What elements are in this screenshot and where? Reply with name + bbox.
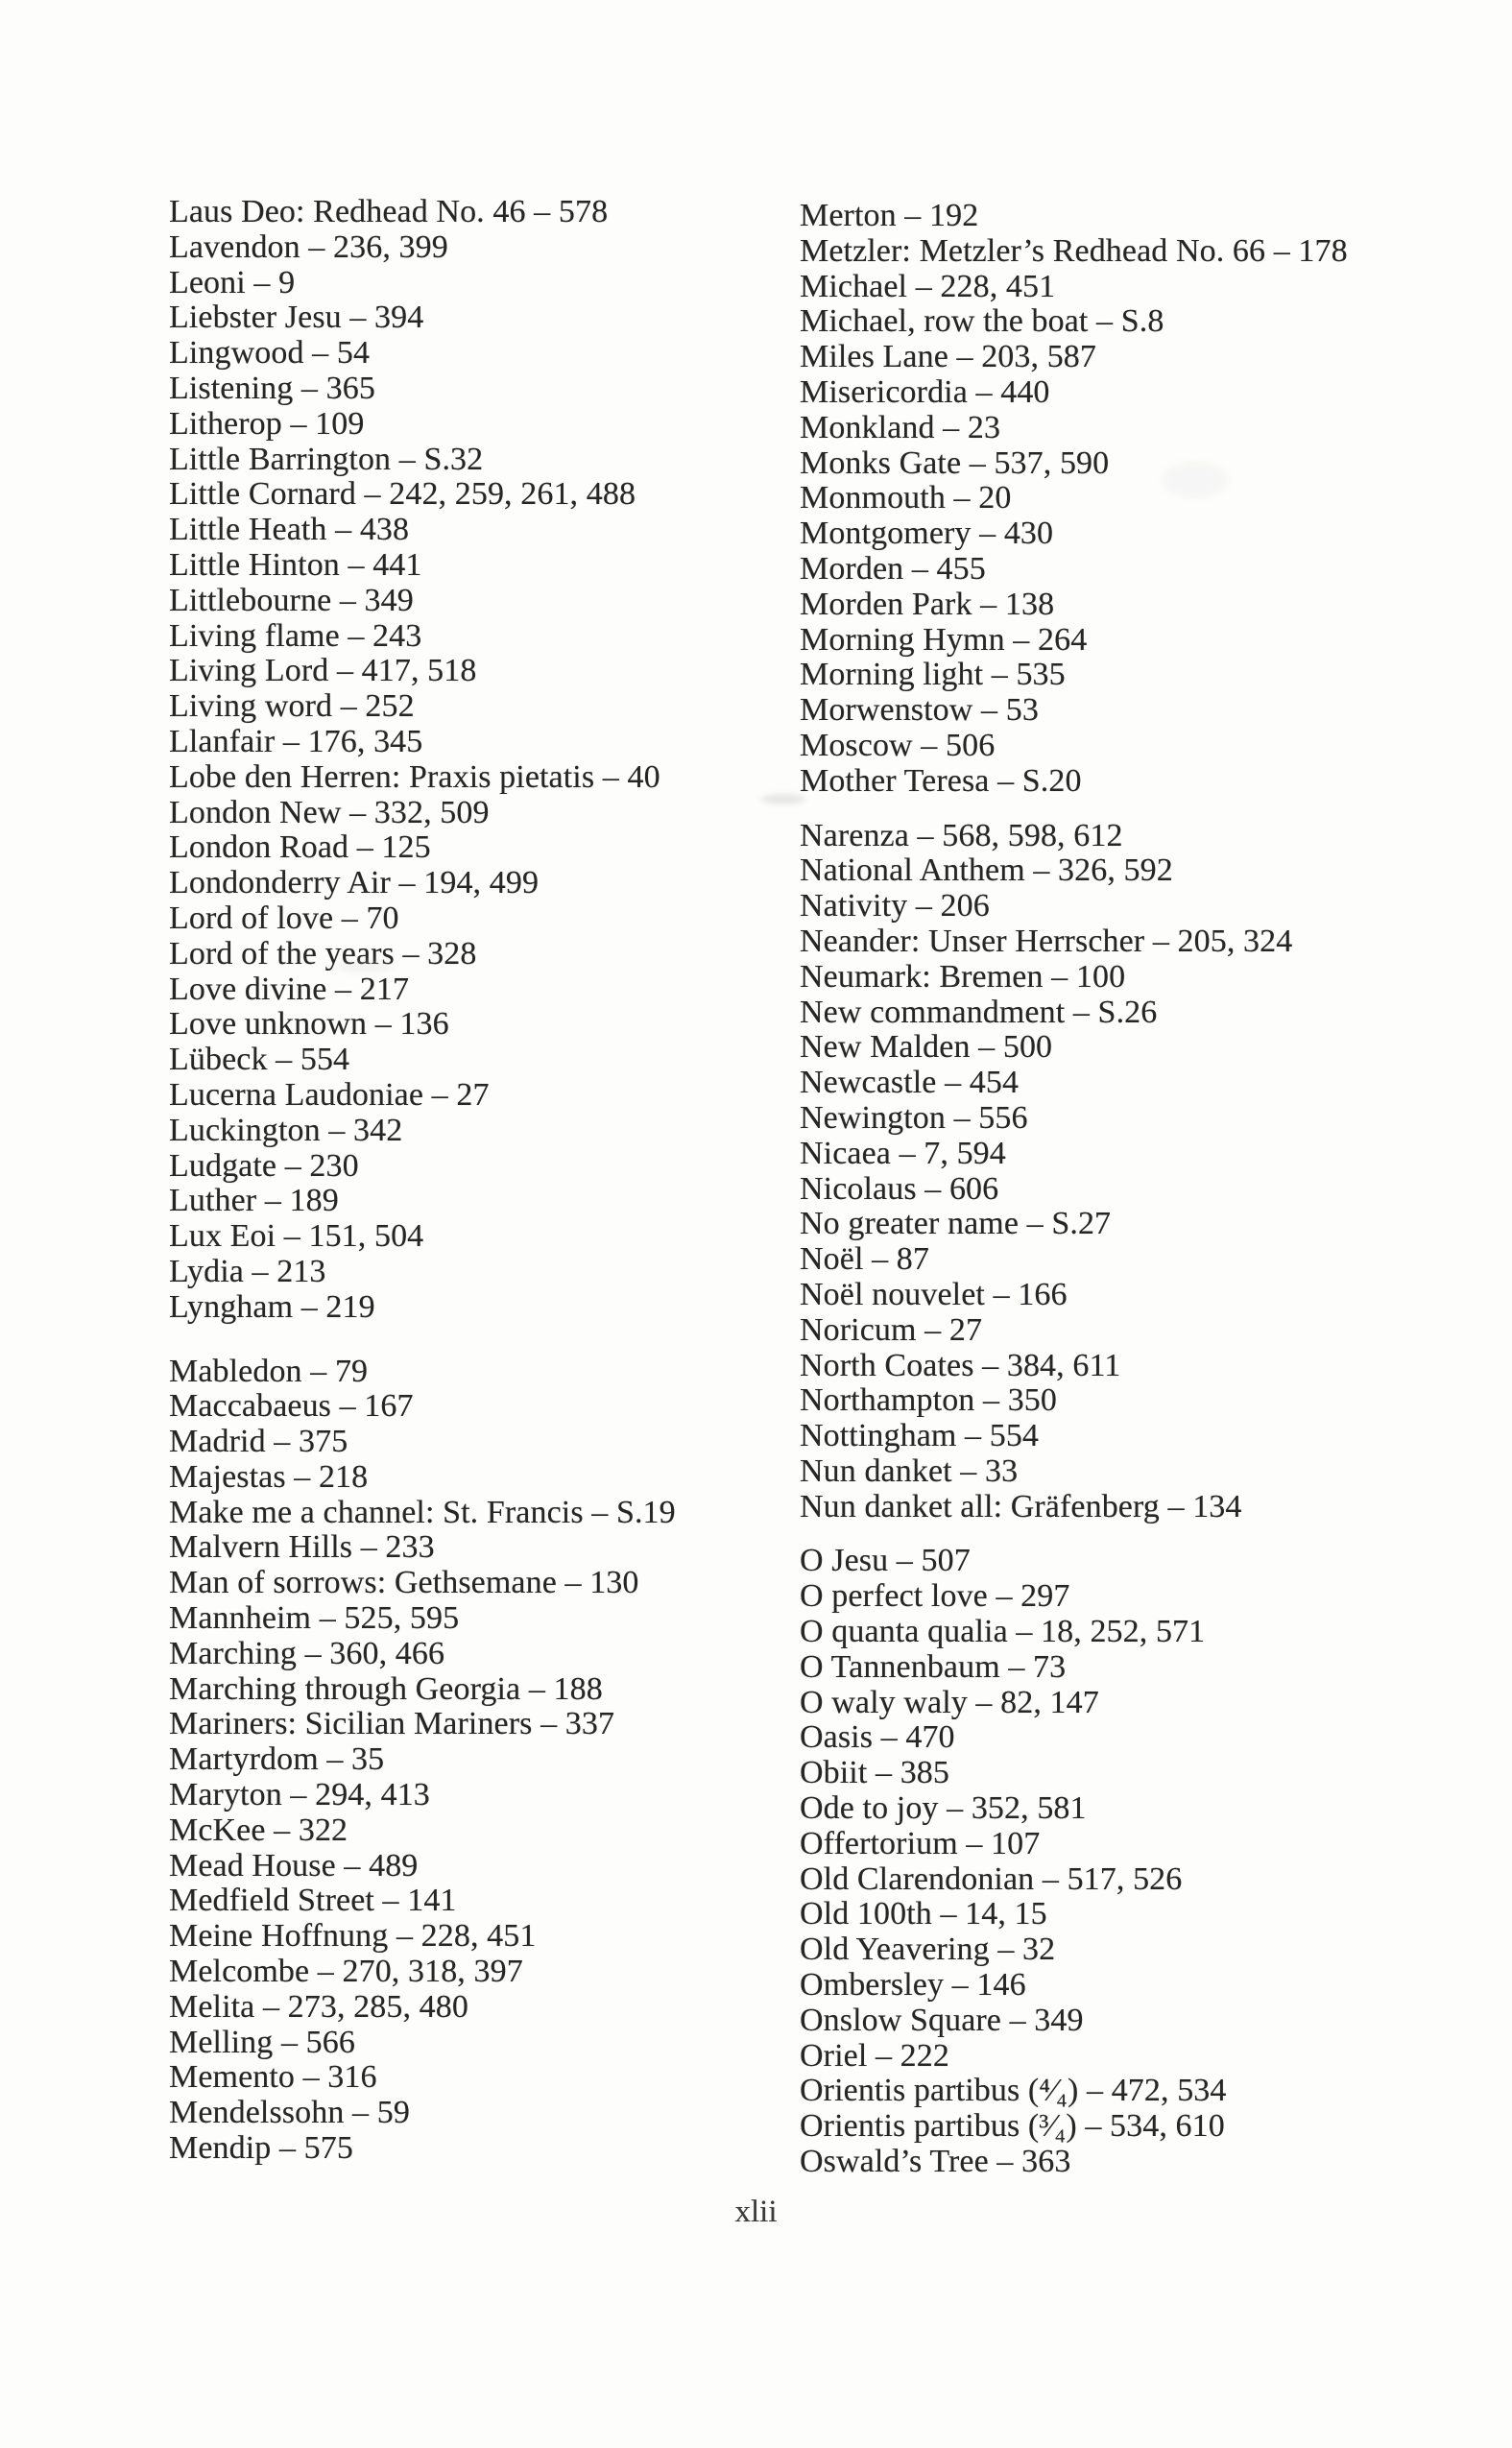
index-entry: Mabledon – 79 (169, 1353, 369, 1389)
index-entry: Lydia – 213 (169, 1253, 326, 1289)
index-entry: Mendip – 575 (169, 2130, 353, 2167)
index-entry: Lobe den Herren: Praxis pietatis – 40 (169, 758, 660, 795)
index-entry: Living word – 252 (169, 688, 415, 725)
index-entry: Lord of the years – 328 (169, 935, 477, 972)
index-entry: Orientis partibus (⁴⁄₄) – 472, 534 (800, 2073, 1227, 2109)
index-section (169, 1355, 676, 2167)
index-section (800, 819, 1348, 1525)
index-entry: Maccabaeus – 167 (169, 1388, 414, 1425)
index-entry: Melita – 273, 285, 480 (169, 1988, 468, 2025)
index-section (800, 199, 1348, 800)
index-entry: Luther – 189 (169, 1183, 339, 1219)
index-entry: Lyngham – 219 (169, 1288, 375, 1325)
index-entry: New commandment – S.26 (800, 994, 1158, 1030)
index-entry: Listening – 365 (169, 370, 375, 406)
index-entry: Mother Teresa – S.20 (800, 762, 1082, 799)
index-entry: Moscow – 506 (800, 727, 996, 763)
page-number: xlii (734, 2195, 778, 2229)
index-entry: Lucerna Laudoniae – 27 (169, 1076, 490, 1113)
index-entry: Lingwood – 54 (169, 335, 371, 372)
index-entry: Old Yeavering – 32 (800, 1932, 1056, 1968)
index-entry: Ode to joy – 352, 581 (800, 1790, 1087, 1827)
index-entry: O waly waly – 82, 147 (800, 1684, 1099, 1720)
index-entry: Morwenstow – 53 (800, 692, 1039, 729)
index-entry: Majestas – 218 (169, 1458, 369, 1495)
index-entry: Make me a channel: St. Francis – S.19 (169, 1494, 676, 1530)
index-entry: Lord of love – 70 (169, 900, 399, 936)
index-entry: Nottingham – 554 (800, 1418, 1040, 1454)
index-entry: Melling – 566 (169, 2024, 355, 2060)
index-entry: Michael, row the boat – S.8 (800, 303, 1164, 340)
index-entry: Noël – 87 (800, 1241, 929, 1278)
index-entry: Onslow Square – 349 (800, 2002, 1084, 2038)
index-entry: Mariners: Sicilian Mariners – 337 (169, 1706, 615, 1742)
index-entry: Martyrdom – 35 (169, 1741, 385, 1778)
index-entry: Morden – 455 (800, 550, 986, 587)
index-entry: Madrid – 375 (169, 1424, 348, 1460)
index-entry: Monmouth – 20 (800, 480, 1012, 516)
index-entry: Little Barrington – S.32 (169, 441, 484, 477)
index-column-left (169, 195, 676, 2196)
index-entry: No greater name – S.27 (800, 1206, 1112, 1242)
index-entry: Little Hinton – 441 (169, 546, 422, 583)
index-entry: Living Lord – 417, 518 (169, 653, 477, 689)
index-entry: Love divine – 217 (169, 971, 410, 1007)
index-entry: Love unknown – 136 (169, 1006, 449, 1043)
index-entry: Obiit – 385 (800, 1755, 949, 1791)
index-section (169, 195, 676, 1326)
index-entry: Llanfair – 176, 345 (169, 723, 423, 759)
index-entry: Laus Deo: Redhead No. 46 – 578 (169, 194, 609, 229)
index-entry: Nun danket all: Gräfenberg – 134 (800, 1488, 1242, 1524)
index-entry: Metzler: Metzler’s Redhead No. 66 – 178 (800, 232, 1348, 269)
index-entry: Living flame – 243 (169, 617, 422, 654)
index-entry: Londonderry Air – 194, 499 (169, 865, 540, 901)
index-entry: Luckington – 342 (169, 1112, 403, 1148)
index-entry: Neumark: Bremen – 100 (800, 958, 1126, 995)
index-entry: O quanta qualia – 18, 252, 571 (800, 1614, 1206, 1650)
index-entry: Little Heath – 438 (169, 512, 410, 548)
index-entry: Maryton – 294, 413 (169, 1777, 430, 1813)
index-entry: Marching through Georgia – 188 (169, 1670, 603, 1707)
index-entry: Oswald’s Tree – 363 (800, 2144, 1071, 2180)
index-entry: Noricum – 27 (800, 1311, 983, 1348)
index-entry: Oasis – 470 (800, 1719, 955, 1756)
index-entry: Old 100th – 14, 15 (800, 1896, 1047, 1932)
index-entry: Miles Lane – 203, 587 (800, 339, 1096, 375)
index-entry: Northampton – 350 (800, 1382, 1058, 1419)
index-entry: National Anthem – 326, 592 (800, 852, 1173, 889)
index-entry: O perfect love – 297 (800, 1578, 1070, 1615)
index-entry: Michael – 228, 451 (800, 268, 1056, 304)
index-entry: Ombersley – 146 (800, 1967, 1026, 2004)
index-entry: Nun danket – 33 (800, 1452, 1019, 1489)
scan-artifact (1162, 461, 1229, 499)
index-entry: Mannheim – 525, 595 (169, 1600, 460, 1637)
index-entry: Lübeck – 554 (169, 1042, 350, 1078)
index-entry: Montgomery – 430 (800, 516, 1054, 552)
index-entry: Old Clarendonian – 517, 526 (800, 1860, 1183, 1897)
index-entry: Nativity – 206 (800, 888, 990, 924)
index-entry: Monkland – 23 (800, 409, 1001, 445)
index-entry: Man of sorrows: Gethsemane – 130 (169, 1565, 639, 1601)
index-entry: Narenza – 568, 598, 612 (800, 817, 1123, 853)
index-entry: Oriel – 222 (800, 2037, 949, 2074)
index-entry: Newcastle – 454 (800, 1065, 1020, 1101)
index-entry: Memento – 316 (169, 2059, 377, 2096)
index-entry: Nicolaus – 606 (800, 1170, 999, 1207)
index-column-right (800, 199, 1348, 2199)
index-entry: Malvern Hills – 233 (169, 1529, 435, 1566)
index-section (800, 1544, 1348, 2179)
index-entry: O Jesu – 507 (800, 1543, 971, 1579)
index-entry: Merton – 192 (800, 198, 979, 233)
index-entry: North Coates – 384, 611 (800, 1347, 1121, 1383)
index-entry: Lavendon – 236, 399 (169, 228, 448, 265)
index-entry: Mead House – 489 (169, 1847, 419, 1884)
index-entry: Monks Gate – 537, 590 (800, 444, 1110, 481)
index-entry: Offertorium – 107 (800, 1825, 1041, 1861)
index-entry: New Malden – 500 (800, 1029, 1053, 1066)
index-entry: Morden Park – 138 (800, 586, 1055, 622)
index-entry: Meine Hoffnung – 228, 451 (169, 1918, 537, 1955)
index-entry: Ludgate – 230 (169, 1147, 359, 1184)
index-entry: Litherop – 109 (169, 405, 365, 442)
index-entry: Neander: Unser Herrscher – 205, 324 (800, 923, 1293, 959)
index-entry: Noël nouvelet – 166 (800, 1276, 1068, 1312)
index-entry: Orientis partibus (³⁄₄) – 534, 610 (800, 2108, 1225, 2145)
index-entry: Misericordia – 440 (800, 373, 1050, 410)
index-entry: Melcombe – 270, 318, 397 (169, 1954, 523, 1990)
index-entry: London Road – 125 (169, 829, 431, 866)
index-entry: Mendelssohn – 59 (169, 2095, 410, 2131)
index-entry: Morning Hymn – 264 (800, 621, 1088, 658)
index-entry: Newington – 556 (800, 1099, 1028, 1136)
index-entry: Marching – 360, 466 (169, 1635, 445, 1671)
index-entry: Nicaea – 7, 594 (800, 1135, 1006, 1171)
index-entry: Leoni – 9 (169, 264, 296, 300)
scan-artifact (761, 794, 805, 804)
index-entry: McKee – 322 (169, 1812, 348, 1848)
index-entry: Littlebourne – 349 (169, 582, 414, 618)
index-entry: Morning light – 535 (800, 657, 1066, 693)
index-entry: London New – 332, 509 (169, 794, 490, 830)
scan-artifact (336, 960, 394, 973)
index-entry: Lux Eoi – 151, 504 (169, 1218, 424, 1255)
index-entry: Little Cornard – 242, 259, 261, 488 (169, 476, 636, 513)
index-entry: Liebster Jesu – 394 (169, 300, 424, 336)
index-entry: Medfield Street – 141 (169, 1883, 457, 1919)
index-entry: O Tannenbaum – 73 (800, 1648, 1067, 1685)
